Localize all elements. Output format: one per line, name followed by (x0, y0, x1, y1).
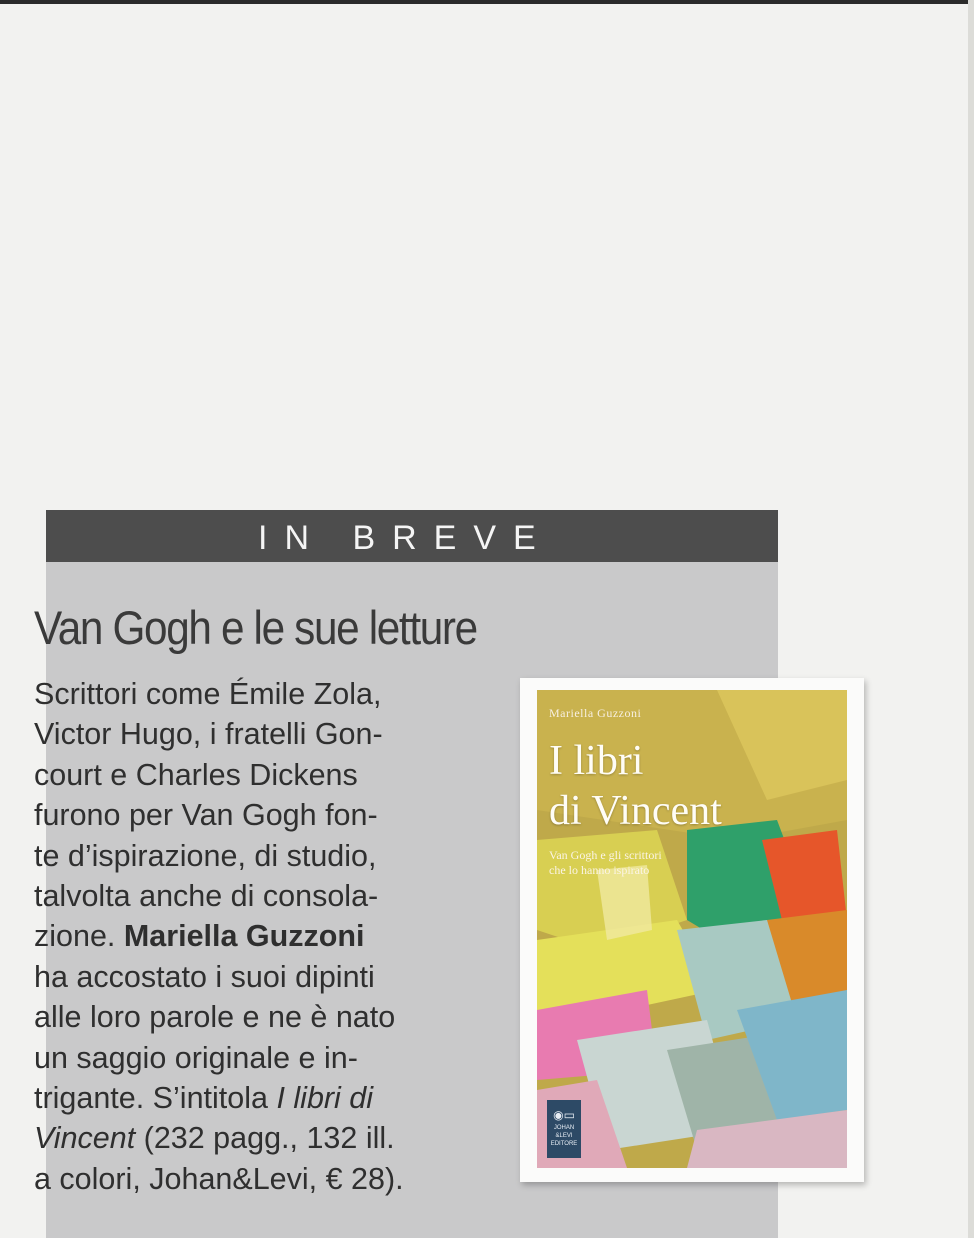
cover-subtitle-line: che lo hanno ispirato (549, 863, 650, 877)
body-line: a colori, Johan&Levi, € 28). (34, 1161, 404, 1196)
body-line: un saggio originale e in- (34, 1040, 358, 1075)
section-header-bar (46, 510, 778, 562)
section-label: IN BREVE (258, 519, 553, 557)
publisher-name: EDITORE (550, 1141, 578, 1147)
body-text-span: zione. (34, 919, 124, 954)
body-line: furono per Van Gogh fon- (34, 798, 378, 833)
cover-title (549, 736, 722, 836)
body-line: talvolta anche di consola- (34, 879, 379, 914)
article-title: Van Gogh e le sue letture (34, 601, 477, 654)
book-cover-frame (520, 678, 864, 1182)
body-text-span: (232 pagg., 132 ill. (135, 1121, 395, 1156)
publisher-name: JOHAN (553, 1125, 575, 1131)
publisher-name: &LEVI (555, 1133, 573, 1139)
book-cover (537, 690, 847, 1168)
publisher-mark-icon: ◉▭ (553, 1108, 575, 1122)
body-line: court e Charles Dickens (34, 757, 358, 792)
body-line: alle loro parole e ne è nato (34, 1000, 396, 1035)
body-line (34, 1078, 434, 1118)
article-body (34, 674, 434, 1199)
body-line (34, 916, 434, 956)
body-line: te d’ispirazione, di studio, (34, 838, 377, 873)
cover-subtitle-line: Van Gogh e gli scrittori (549, 848, 662, 862)
body-line: Victor Hugo, i fratelli Gon- (34, 717, 383, 752)
body-line: ha accostato i suoi dipinti (34, 959, 375, 994)
body-line (34, 1118, 434, 1158)
cover-author: Mariella Guzzoni (549, 706, 642, 720)
author-name: Mariella Guzzoni (123, 919, 365, 954)
cover-subtitle (549, 848, 662, 878)
body-line: Scrittori come Émile Zola, (34, 677, 382, 711)
cover-title-line: di Vincent (549, 788, 722, 834)
body-text-span: trigante. S’intitola (34, 1081, 277, 1116)
top-rule (0, 0, 974, 4)
cover-title-line: I libri (549, 738, 644, 784)
page-edge (968, 0, 974, 1238)
book-title-italic: Vincent (34, 1121, 136, 1156)
publisher-logo (547, 1100, 581, 1158)
book-title-italic: I libri di (276, 1081, 374, 1116)
